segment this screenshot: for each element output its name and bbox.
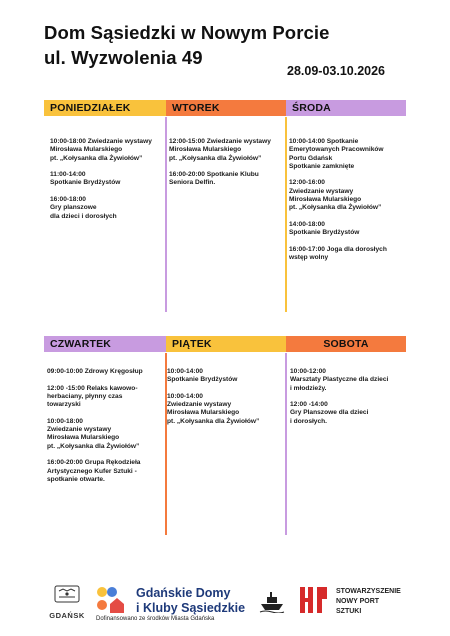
divider-friday-saturday <box>285 353 287 535</box>
monday-event-2: 11:00-14:00 Spotkanie Brydżystów <box>50 171 121 187</box>
tuesday-events <box>169 138 284 188</box>
day-header-friday: PIĄTEK <box>166 336 286 352</box>
monday-events <box>50 138 164 221</box>
wednesday-event-1: 10:00-14:00 Spotkanie Emerytowanych Pracowników Portu Gdańsk Spotkanie zamknięte <box>289 138 384 170</box>
gdansk-logo-text: GDAŃSK <box>49 611 85 620</box>
saturday-event-1: 10:00-12:00 Warsztaty Plastyczne dla dzieci i młodzieży. <box>290 368 389 392</box>
thursday-event-4: 16:00-20:00 Grupa Rękodzieła Artystycznego Kufer Sztuki - spotkanie otwarte. <box>47 459 141 483</box>
tuesday-event-1: 12:00-15:00 Zwiedzanie wystawy Mirosława Mularskiego pt. „Kołysanka dla Żywiołów” <box>169 138 271 162</box>
divider-tuesday-wednesday <box>285 117 287 312</box>
gds-logo-mark <box>96 585 130 615</box>
title-line-1: Dom Sąsiedzki w Nowym Porcie <box>44 22 330 43</box>
gds-logo-line2: i Kluby Sąsiedzkie <box>136 601 246 615</box>
association-line2: NOWY PORT <box>336 598 380 605</box>
thursday-event-3: 10:00-18:00 Zwiedzanie wystawy Mirosława Mularskiego pt. „Kołysanka dla Żywiołów” <box>47 417 140 450</box>
day-header-wednesday: ŚRODA <box>286 100 406 116</box>
thursday-event-1: 09:00-10:00 Zdrowy Kręgosłup <box>47 368 143 375</box>
thursday-events <box>47 368 163 484</box>
day-header-thursday: CZWARTEK <box>44 336 166 352</box>
association-logo-mark <box>298 585 328 615</box>
ship-icon <box>258 589 286 613</box>
thursday-event-2: 12:00 -15:00 Relaks kawowo- herbaciany, płynny czas towarzyski <box>47 384 138 409</box>
friday-events <box>167 368 283 426</box>
wednesday-event-4: 16:00-17:00 Joga dla dorosłych wstęp wolny <box>289 245 387 262</box>
gdansk-crest-icon <box>46 585 88 605</box>
day-header-tuesday: WTOREK <box>166 100 286 116</box>
date-range: 28.09-03.10.2026 <box>287 64 386 78</box>
saturday-events <box>290 368 407 426</box>
day-header-monday: PONIEDZIAŁEK <box>44 100 166 116</box>
wednesday-event-2: 12:00-16:00 Zwiedzanie wystawy Mirosława Mularskiego pt. „Kołysanka dla Żywiołów” <box>289 179 382 212</box>
friday-event-2: 10:00-14:00 Zwiedzanie wystawy Mirosława Mularskiego pt. „Kołysanka dla Żywiołów” <box>167 392 260 425</box>
day-header-saturday: SOBOTA <box>286 336 406 352</box>
monday-event-3: 16:00-18:00 Gry planszowe dla dzieci i dorosłych <box>50 196 117 220</box>
friday-event-1: 10:00-14:00 Spotkanie Brydżystów <box>167 368 238 384</box>
association-line3: SZTUKI <box>336 608 362 615</box>
divider-monday-tuesday <box>165 117 167 312</box>
ship-logo <box>258 589 286 613</box>
saturday-event-2: 12:00 -14:00 Gry Planszowe dla dzieci i dorosłych. <box>290 401 369 425</box>
gds-logo-line1: Gdańskie Domy <box>136 586 231 600</box>
association-line1: STOWARZYSZENIE <box>336 588 401 595</box>
title-line-2: ul. Wyzwolenia 49 <box>44 47 203 68</box>
funding-note: Dofinansowano ze środków Miasta Gdańska <box>96 616 215 622</box>
wednesday-event-3: 14:00-18:00 Spotkanie Brydżystów <box>289 220 360 237</box>
wednesday-events <box>289 138 407 262</box>
monday-event-1: 10:00-18:00 Zwiedzanie wystawy Mirosława Mularskiego pt. „Kołysanka dla Żywiołów” <box>50 138 152 162</box>
gds-logo-icon <box>96 585 130 615</box>
gdansk-logo <box>46 585 88 620</box>
tuesday-event-2: 16:00-20:00 Spotkanie Klubu Seniora Delfin. <box>169 171 259 187</box>
association-logo-icon <box>298 585 328 615</box>
